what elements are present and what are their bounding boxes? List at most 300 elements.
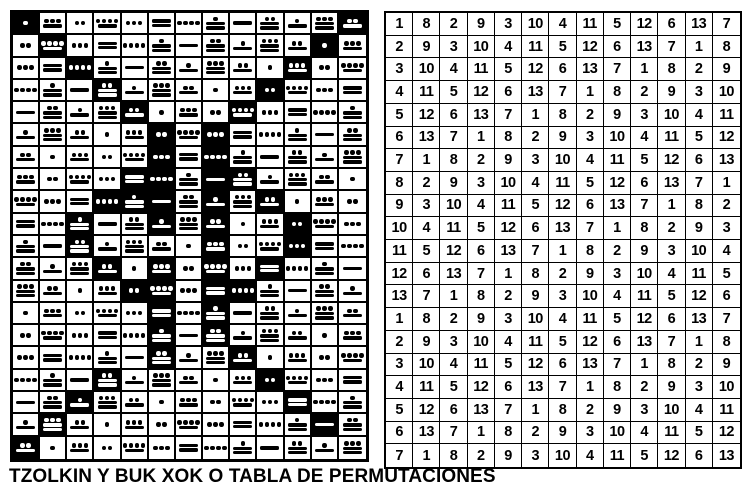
maya-dot-icon — [195, 21, 200, 26]
permutation-cell: 1 — [495, 263, 522, 286]
tzolkin-cell — [122, 35, 149, 57]
maya-dot-row — [23, 240, 28, 245]
maya-dot-row — [350, 106, 355, 111]
maya-dot-icon — [301, 353, 306, 358]
maya-dot-icon — [328, 88, 333, 93]
maya-dot-icon — [235, 195, 240, 200]
permutation-cell: 13 — [658, 172, 685, 195]
permutation-cell: 2 — [495, 285, 522, 308]
maya-bar-icon — [179, 334, 198, 337]
maya-dot-icon — [84, 443, 89, 448]
maya-bar-icon — [260, 294, 279, 297]
maya-dot-icon — [162, 242, 167, 247]
permutation-cell: 3 — [631, 104, 658, 127]
maya-dot-row — [78, 398, 83, 403]
maya-dot-icon — [47, 331, 52, 336]
maya-dot-icon — [286, 266, 291, 271]
maya-dot-icon — [344, 150, 349, 155]
maya-bar-icon — [343, 86, 362, 89]
permutation-cell: 7 — [549, 81, 576, 104]
maya-dot-icon — [277, 242, 282, 247]
maya-dot-icon — [241, 222, 246, 227]
maya-dot-icon — [219, 61, 224, 66]
tzolkin-cell — [285, 191, 312, 213]
tzolkin-cell — [312, 258, 339, 280]
maya-dot-icon — [241, 376, 246, 381]
maya-dot-row — [313, 110, 336, 115]
maya-dot-icon — [156, 242, 161, 247]
maya-bar-icon — [152, 339, 171, 342]
maya-dot-icon — [135, 217, 140, 222]
permutation-cell: 13 — [577, 354, 604, 377]
permutation-cell: 5 — [686, 422, 713, 445]
tzolkin-cell — [13, 236, 40, 258]
maya-dot-icon — [26, 153, 31, 158]
maya-dot-row — [47, 286, 58, 291]
permutation-cell: 12 — [658, 149, 685, 172]
maya-dot-icon — [204, 264, 209, 269]
maya-bar-icon — [179, 403, 198, 406]
permutation-cell: 1 — [413, 444, 440, 467]
maya-dot-icon — [159, 446, 164, 451]
maya-dot-icon — [313, 110, 318, 115]
tzolkin-cell — [94, 325, 121, 347]
permutation-cell: 7 — [658, 36, 685, 59]
maya-dot-icon — [189, 266, 194, 271]
maya-dot-icon — [56, 309, 61, 314]
maya-dot-icon — [108, 19, 113, 24]
permutation-cell: 7 — [658, 331, 685, 354]
maya-dot-icon — [350, 331, 355, 336]
maya-dot-row — [180, 398, 197, 403]
maya-dot-row — [265, 197, 276, 202]
permutation-cell: 8 — [604, 376, 631, 399]
permutation-cell: 4 — [631, 422, 658, 445]
permutation-cell: 11 — [468, 58, 495, 81]
maya-dot-icon — [295, 309, 300, 314]
tzolkin-cell — [122, 325, 149, 347]
permutation-cell: 12 — [604, 172, 631, 195]
maya-dot-icon — [50, 128, 55, 133]
maya-bar-icon — [343, 267, 362, 270]
maya-dot-icon — [322, 43, 327, 48]
maya-dot-icon — [210, 400, 215, 405]
maya-bar-icon — [70, 249, 89, 252]
permutation-cell: 4 — [577, 149, 604, 172]
tzolkin-cell — [312, 124, 339, 146]
maya-dot-icon — [268, 219, 273, 224]
maya-bar-icon — [315, 203, 334, 206]
maya-bar-icon — [233, 381, 252, 384]
tzolkin-cell — [13, 281, 40, 303]
tzolkin-maya-numeral-grid — [10, 10, 369, 462]
maya-bar-icon — [152, 334, 171, 337]
permutation-cell: 9 — [413, 331, 440, 354]
permutation-cell: 12 — [495, 217, 522, 240]
maya-dot-row — [156, 422, 167, 427]
tzolkin-cell — [149, 258, 176, 280]
maya-bar-icon — [288, 113, 307, 116]
tzolkin-cell — [40, 124, 67, 146]
maya-dot-icon — [186, 353, 191, 358]
tzolkin-cell — [257, 58, 284, 80]
maya-dot-row — [177, 311, 200, 316]
tzolkin-cell — [13, 58, 40, 80]
maya-dot-row — [132, 266, 137, 271]
maya-bar-icon — [206, 361, 225, 364]
tzolkin-cell — [339, 102, 366, 124]
permutation-cell: 5 — [440, 376, 467, 399]
maya-dot-icon — [268, 39, 273, 44]
maya-dot-icon — [183, 420, 188, 425]
maya-dot-row — [105, 422, 110, 427]
permutation-cell: 3 — [686, 81, 713, 104]
permutation-cell: 13 — [440, 263, 467, 286]
maya-dot-icon — [99, 286, 104, 291]
tzolkin-cell — [285, 169, 312, 191]
maya-dot-icon — [132, 266, 137, 271]
permutation-cell: 6 — [713, 285, 740, 308]
maya-dot-row — [286, 86, 309, 91]
tzolkin-cell — [122, 281, 149, 303]
tzolkin-cell — [13, 147, 40, 169]
tzolkin-cell — [230, 80, 257, 102]
maya-dot-icon — [353, 199, 358, 204]
maya-dot-icon — [75, 21, 80, 26]
maya-bar-icon — [98, 24, 117, 27]
maya-bar-icon — [315, 133, 334, 136]
maya-dot-icon — [322, 88, 327, 93]
permutation-cell: 11 — [440, 217, 467, 240]
maya-dot-row — [153, 83, 170, 88]
maya-dot-icon — [247, 376, 252, 381]
maya-bar-icon — [125, 136, 144, 139]
tzolkin-cell — [149, 214, 176, 236]
maya-dot-row — [262, 329, 279, 334]
maya-bar-icon — [206, 339, 225, 342]
maya-dot-icon — [105, 422, 110, 427]
maya-dot-icon — [23, 21, 28, 26]
tzolkin-cell — [13, 392, 40, 414]
tzolkin-cell — [94, 58, 121, 80]
maya-bar-icon — [152, 357, 171, 360]
permutation-cell: 2 — [522, 422, 549, 445]
maya-bar-icon — [233, 69, 252, 72]
maya-bar-icon — [315, 423, 334, 426]
maya-dot-row — [213, 306, 218, 311]
maya-dot-icon — [138, 130, 143, 135]
maya-dot-icon — [23, 130, 28, 135]
tzolkin-cell — [40, 281, 67, 303]
permutation-cell: 7 — [413, 285, 440, 308]
maya-bar-icon — [43, 134, 62, 137]
maya-dot-icon — [210, 219, 215, 224]
maya-dot-icon — [53, 286, 58, 291]
maya-bar-icon — [43, 47, 62, 50]
maya-dot-icon — [183, 86, 188, 91]
tzolkin-cell — [203, 347, 230, 369]
maya-bar-icon — [179, 136, 198, 139]
permutation-cell: 3 — [604, 263, 631, 286]
maya-dot-row — [75, 240, 86, 245]
tzolkin-cell — [203, 437, 230, 459]
maya-bar-icon — [288, 336, 307, 339]
maya-bar-icon — [70, 449, 89, 452]
maya-dot-icon — [244, 244, 249, 249]
tzolkin-cell — [149, 58, 176, 80]
maya-bar-icon — [16, 249, 35, 252]
maya-bar-icon — [43, 270, 62, 273]
maya-dot-icon — [14, 197, 19, 202]
permutation-cell: 1 — [604, 217, 631, 240]
maya-dot-icon — [108, 264, 113, 269]
tzolkin-cell — [312, 102, 339, 124]
maya-dot-icon — [159, 400, 164, 405]
maya-dot-icon — [44, 418, 49, 423]
tzolkin-cell — [312, 370, 339, 392]
permutation-cell: 13 — [522, 376, 549, 399]
permutation-cell: 4 — [549, 13, 576, 36]
maya-dot-icon — [304, 86, 309, 91]
tzolkin-cell — [94, 13, 121, 35]
tzolkin-cell — [257, 147, 284, 169]
permutation-cell: 1 — [386, 308, 413, 331]
maya-bar-icon — [125, 205, 144, 208]
maya-dot-row — [177, 420, 200, 425]
maya-dot-icon — [347, 199, 352, 204]
maya-dot-icon — [295, 199, 300, 204]
tzolkin-cell — [40, 392, 67, 414]
maya-bar-icon — [98, 89, 117, 92]
maya-dot-row — [159, 110, 164, 115]
maya-dot-icon — [216, 155, 221, 160]
permutation-cell: 2 — [468, 149, 495, 172]
maya-dot-row — [292, 331, 303, 336]
tzolkin-cell — [40, 347, 67, 369]
permutation-cell: 7 — [495, 399, 522, 422]
tzolkin-cell — [339, 124, 366, 146]
maya-dot-row — [341, 244, 364, 249]
tzolkin-cell — [13, 80, 40, 102]
maya-dot-row — [207, 242, 224, 247]
maya-bar-icon — [233, 425, 252, 428]
maya-dot-icon — [20, 333, 25, 338]
permutation-cell: 4 — [686, 104, 713, 127]
maya-dot-icon — [268, 284, 273, 289]
permutation-cell: 6 — [549, 354, 576, 377]
tzolkin-cell — [13, 258, 40, 280]
maya-bar-icon — [152, 19, 171, 22]
maya-dot-icon — [53, 106, 58, 111]
maya-dot-icon — [292, 441, 297, 446]
maya-bar-icon — [206, 334, 225, 337]
maya-bar-icon — [152, 71, 171, 74]
permutation-cell: 6 — [413, 263, 440, 286]
maya-dot-icon — [265, 242, 270, 247]
maya-bar-icon — [70, 223, 89, 226]
maya-dot-row — [262, 400, 279, 405]
maya-dot-icon — [132, 21, 137, 26]
maya-dot-icon — [111, 286, 116, 291]
maya-dot-icon — [232, 398, 237, 403]
maya-dot-icon — [313, 400, 318, 405]
maya-dot-row — [126, 240, 143, 245]
tzolkin-cell — [176, 303, 203, 325]
tzolkin-cell — [67, 303, 94, 325]
permutation-cell: 2 — [440, 13, 467, 36]
maya-bar-icon — [233, 200, 252, 203]
maya-dot-icon — [135, 108, 140, 113]
maya-dot-icon — [114, 19, 119, 24]
maya-dot-icon — [135, 333, 140, 338]
permutation-cell: 7 — [386, 444, 413, 467]
tzolkin-cell — [230, 13, 257, 35]
maya-bar-icon — [70, 426, 89, 429]
maya-dot-icon — [298, 222, 303, 227]
maya-dot-icon — [47, 41, 52, 46]
maya-dot-row — [183, 195, 194, 200]
tzolkin-cell — [176, 281, 203, 303]
maya-dot-icon — [132, 311, 137, 316]
permutation-cell: 12 — [713, 422, 740, 445]
permutation-cell: 8 — [468, 285, 495, 308]
permutation-cell: 9 — [495, 444, 522, 467]
maya-dot-icon — [344, 41, 349, 46]
maya-dot-icon — [183, 311, 188, 316]
tzolkin-cell — [40, 169, 67, 191]
permutation-cell: 3 — [468, 172, 495, 195]
permutation-cell: 8 — [386, 172, 413, 195]
maya-dot-icon — [356, 222, 361, 227]
permutation-cell: 1 — [440, 285, 467, 308]
maya-dot-row — [47, 106, 58, 111]
maya-bar-icon — [98, 292, 117, 295]
tzolkin-cell — [122, 102, 149, 124]
tzolkin-cell — [312, 437, 339, 459]
tzolkin-cell — [203, 124, 230, 146]
maya-bar-icon — [206, 247, 225, 250]
tzolkin-cell — [230, 281, 257, 303]
tzolkin-cell — [257, 102, 284, 124]
maya-dot-icon — [111, 177, 116, 182]
maya-dot-icon — [301, 63, 306, 68]
maya-dot-icon — [177, 21, 182, 26]
maya-dot-icon — [105, 106, 110, 111]
maya-dot-icon — [192, 288, 197, 293]
maya-dot-icon — [353, 353, 358, 358]
maya-dot-row — [75, 311, 86, 316]
maya-dot-icon — [241, 266, 246, 271]
maya-bar-icon — [233, 178, 252, 181]
maya-bar-icon — [125, 175, 144, 178]
maya-dot-row — [20, 333, 31, 338]
permutation-cell: 12 — [577, 36, 604, 59]
tzolkin-cell — [230, 258, 257, 280]
tzolkin-cell — [257, 13, 284, 35]
maya-dot-icon — [81, 311, 86, 316]
maya-bar-icon — [70, 198, 89, 201]
maya-dot-row — [75, 21, 86, 26]
maya-dot-icon — [353, 244, 358, 249]
maya-bar-icon — [233, 359, 252, 362]
maya-dot-icon — [69, 65, 74, 70]
permutation-cell: 12 — [686, 285, 713, 308]
maya-dot-row — [96, 199, 119, 204]
tzolkin-cell — [40, 370, 67, 392]
tzolkin-cell — [285, 258, 312, 280]
maya-dot-icon — [162, 351, 167, 356]
permutation-cell: 8 — [495, 422, 522, 445]
maya-bar-icon — [43, 405, 62, 408]
maya-dot-row — [210, 110, 221, 115]
maya-dot-icon — [53, 41, 58, 46]
tzolkin-cell — [339, 169, 366, 191]
maya-bar-icon — [315, 180, 334, 183]
maya-dot-row — [347, 309, 358, 314]
maya-bar-icon — [16, 203, 35, 206]
tzolkin-cell — [122, 147, 149, 169]
tzolkin-cell — [203, 169, 230, 191]
tzolkin-cell — [203, 258, 230, 280]
maya-dot-icon — [268, 110, 273, 115]
maya-dot-row — [319, 284, 330, 289]
tzolkin-cell — [230, 392, 257, 414]
maya-dot-row — [204, 446, 227, 451]
maya-dot-row — [75, 420, 86, 425]
permutation-cell: 5 — [549, 331, 576, 354]
tzolkin-cell — [285, 303, 312, 325]
maya-bar-icon — [315, 294, 334, 297]
permutation-cell: 6 — [495, 81, 522, 104]
tzolkin-cell — [312, 13, 339, 35]
maya-dot-icon — [319, 175, 324, 180]
maya-bar-icon — [233, 160, 252, 163]
maya-bar-icon — [288, 24, 307, 27]
permutation-cell: 2 — [686, 354, 713, 377]
tzolkin-cell — [122, 437, 149, 459]
maya-dot-row — [210, 400, 221, 405]
maya-dot-row — [47, 177, 58, 182]
tzolkin-cell — [230, 124, 257, 146]
maya-bar-icon — [206, 67, 225, 70]
maya-dot-row — [126, 420, 143, 425]
tzolkin-cell — [122, 124, 149, 146]
permutation-cell: 10 — [413, 58, 440, 81]
maya-dot-icon — [219, 351, 224, 356]
maya-dot-icon — [180, 217, 185, 222]
maya-dot-icon — [159, 373, 164, 378]
maya-dot-icon — [289, 244, 294, 249]
maya-dot-icon — [41, 41, 46, 46]
maya-dot-row — [129, 398, 140, 403]
maya-dot-icon — [268, 355, 273, 360]
tzolkin-cell — [257, 191, 284, 213]
maya-dot-icon — [96, 199, 101, 204]
maya-bar-icon — [343, 116, 362, 119]
permutation-cell: 3 — [495, 308, 522, 331]
permutation-cell: 3 — [440, 36, 467, 59]
maya-dot-row — [295, 199, 300, 204]
maya-dot-icon — [81, 175, 86, 180]
permutation-cell: 13 — [495, 240, 522, 263]
maya-dot-icon — [262, 39, 267, 44]
maya-bar-icon — [16, 245, 35, 248]
maya-dot-icon — [295, 418, 300, 423]
maya-dot-icon — [271, 306, 276, 311]
permutation-cell: 7 — [386, 149, 413, 172]
maya-dot-icon — [159, 39, 164, 44]
permutation-cell: 10 — [522, 308, 549, 331]
